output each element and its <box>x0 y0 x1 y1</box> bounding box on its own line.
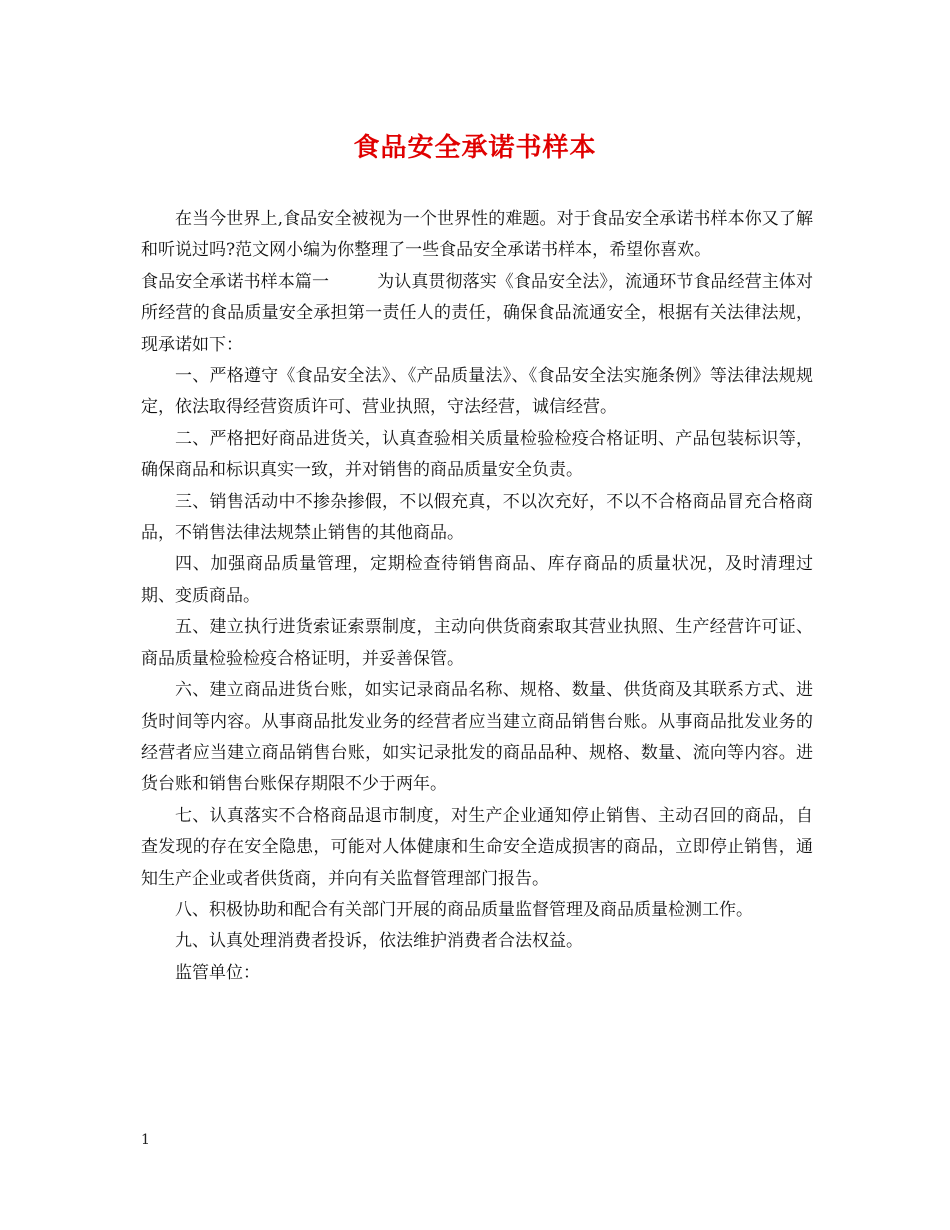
commitment-item-9: 九、认真处理消费者投诉，依法维护消费者合法权益。 <box>175 931 583 952</box>
section-paragraph <box>141 267 813 361</box>
commitment-item-5: 五、建立执行进货索证索票制度，主动向供货商索取其营业执照、生产经营许可证、商品质量检验检疫合格证明，并妥善保管。 <box>141 617 813 669</box>
document-body <box>141 204 813 989</box>
section-heading: 食品安全承诺书样本篇一 <box>141 271 330 292</box>
commitment-item-6: 六、建立商品进货台账，如实记录商品名称、规格、数量、供货商及其联系方式、进货时间等内容。从事商品批发业务的经营者应当建立商品销售台账。从事商品批发业务的经营者应当建立商品销售台账，如实记录批发的商品品种、规格、数量、流向等内容。进货台账和销售台账保存期限不少于两年。 <box>141 680 813 795</box>
document-title: 食品安全承诺书样本 <box>353 133 597 163</box>
intro-paragraph: 在当今世界上,食品安全被视为一个世界性的难题。对于食品安全承诺书样本你又了解和听说过吗?范文网小编为你整理了一些食品安全承诺书样本，希望你喜欢。 <box>141 209 813 261</box>
commitment-item-8: 八、积极协助和配合有关部门开展的商品质量监督管理及商品质量检测工作。 <box>175 899 753 920</box>
commitment-item-4: 四、加强商品质量管理，定期检查待销售商品、库存商品的质量状况，及时清理过期、变质商品。 <box>141 554 813 606</box>
closing-label: 监管单位： <box>175 962 260 983</box>
commitment-item-1: 一、严格遵守《食品安全法》、《产品质量法》、《食品安全法实施条例》等法律法规规定，依法取得经营资质许可、营业执照，守法经营，诚信经营。 <box>141 366 813 418</box>
commitment-item-3: 三、销售活动中不掺杂掺假，不以假充真，不以次充好，不以不合格商品冒充合格商品，不销售法律法规禁止销售的其他商品。 <box>141 491 813 544</box>
commitment-item-2: 二、严格把好商品进货关，认真查验相关质量检验检疫合格证明、产品包装标识等，确保商品和标识真实一致，并对销售的商品质量安全负责。 <box>141 428 813 481</box>
commitment-item-7: 七、认真落实不合格商品退市制度，对生产企业通知停止销售、主动召回的商品，自查发现的存在安全隐患，可能对人体健康和生命安全造成损害的商品，立即停止销售，通知生产企业或者供货商，并向有关监督管理部门报告。 <box>141 805 813 889</box>
section-lead: 为认真贯彻落实《食品安全法》，流通环节食品经营主体对所经营的食品质量安全承担第一责任人的责任，确保食品流通安全，根据有关法律法规，现承诺如下： <box>141 271 814 355</box>
page-number: 1 <box>141 1132 150 1148</box>
